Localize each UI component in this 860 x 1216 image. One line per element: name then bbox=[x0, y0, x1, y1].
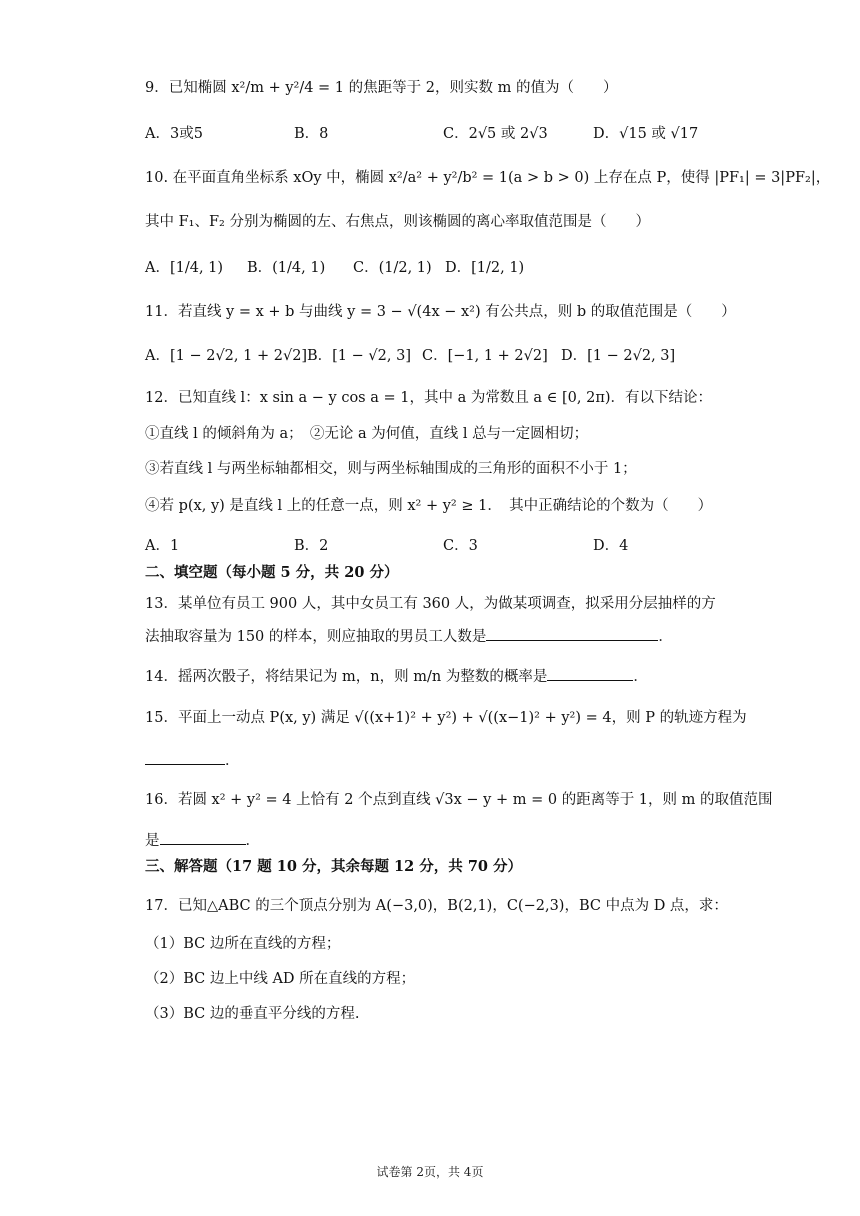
page-footer: 试卷第 2页，共 4页 bbox=[376, 1165, 484, 1179]
q11-option-c: C．[−1, 1 + 2√2] bbox=[422, 348, 548, 364]
q9-option-b: B．8 bbox=[294, 126, 329, 142]
q14-line bbox=[145, 666, 648, 687]
q10-option-a: A．[1/4, 1) bbox=[145, 260, 224, 276]
q14-text: 14．摇两次骰子，将结果记为 m，n，则 m/n 为整数的概率是 bbox=[145, 669, 548, 685]
q10-stem-1: 10. 在平面直角坐标系 xOy 中，椭圆 x²/a² + y²/b² = 1(a > b > 0) 上存在点 P，使得 |PF₁| = 3|PF₂|， bbox=[145, 170, 831, 186]
q12-conclusion-3: ③若直线 l 与两坐标轴都相交，则与两坐标轴围成的三角形的面积不小于 1； bbox=[145, 461, 637, 477]
q10-option-d: D．[1/2, 1) bbox=[445, 260, 525, 276]
q13-line-2 bbox=[145, 626, 673, 647]
q12-conclusion-4: ④若 p(x, y) 是直线 l 上的任意一点，则 x² + y² ≥ 1． 其中正确结论的个数为（ ） bbox=[145, 498, 713, 514]
q17-part-1: （1）BC 边所在直线的方程； bbox=[145, 936, 341, 952]
section-2-heading: 二、填空题（每小题 5 分，共 20 分） bbox=[145, 564, 399, 581]
q15-line-2 bbox=[145, 750, 240, 771]
q13-text: 法抽取容量为 150 的样本，则应抽取的男员工人数是 bbox=[145, 629, 487, 645]
q17-part-2: （2）BC 边上中线 AD 所在直线的方程； bbox=[145, 971, 416, 987]
q12-option-c: C．3 bbox=[443, 538, 478, 554]
q12-conclusion-1-2: ①直线 l 的倾斜角为 a； ②无论 a 为何值，直线 l 总与一定圆相切； bbox=[145, 426, 589, 442]
q11-stem: 11．若直线 y = x + b 与曲线 y = 3 − √(4x − x²) 有公共点，则 b 的取值范围是（ ） bbox=[145, 304, 736, 320]
q16-stem: 16．若圆 x² + y² = 4 上恰有 2 个点到直线 √3x − y + m = 0 的距离等于 1，则 m 的取值范围 bbox=[145, 792, 773, 808]
q12-option-a: A．1 bbox=[145, 538, 180, 554]
q14-end: ． bbox=[633, 669, 648, 685]
q12-option-d: D．4 bbox=[593, 538, 629, 554]
q16-text: 是 bbox=[145, 833, 160, 849]
q16-line-2 bbox=[145, 830, 260, 851]
q9-option-a: A．3或5 bbox=[145, 126, 203, 142]
q17-part-3: （3）BC 边的垂直平分线的方程. bbox=[145, 1006, 360, 1022]
q13-line-1: 13．某单位有员工 900 人，其中女员工有 360 人，为做某项调查，拟采用分层抽样的方 bbox=[145, 596, 716, 612]
q15-answer-blank[interactable] bbox=[145, 750, 225, 765]
q11-option-a: A．[1 − 2√2, 1 + 2√2] bbox=[145, 348, 308, 364]
q11-option-b: B．[1 − √2, 3] bbox=[307, 348, 411, 364]
q14-answer-blank[interactable] bbox=[547, 666, 633, 681]
q15-end: ． bbox=[225, 753, 240, 769]
q15-stem: 15．平面上一动点 P(x, y) 满足 √((x+1)² + y²) + √((x−1)² + y²) = 4，则 P 的轨迹方程为 bbox=[145, 710, 747, 726]
section-3-heading: 三、解答题（17 题 10 分，其余每题 12 分，共 70 分） bbox=[145, 858, 523, 875]
q13-end: ． bbox=[658, 629, 673, 645]
q12-option-b: B．2 bbox=[294, 538, 329, 554]
q11-option-d: D．[1 − 2√2, 3] bbox=[561, 348, 676, 364]
q9-option-d: D．√15 或 √17 bbox=[593, 126, 699, 142]
q10-option-b: B．(1/4, 1) bbox=[247, 260, 326, 276]
q16-end: ． bbox=[245, 833, 260, 849]
q9-option-c: C．2√5 或 2√3 bbox=[443, 126, 548, 142]
q17-stem: 17．已知△ABC 的三个顶点分别为 A(−3,0)，B(2,1)，C(−2,3)，BC 中点为 D 点，求： bbox=[145, 898, 728, 914]
q12-stem: 12．已知直线 l：x sin a − y cos a = 1，其中 a 为常数且 a ∈ [0, 2π)．有以下结论： bbox=[145, 390, 713, 406]
q9-stem: 9．已知椭圆 x²/m + y²/4 = 1 的焦距等于 2，则实数 m 的值为（ ） bbox=[145, 80, 618, 96]
q10-stem-2: 其中 F₁、F₂ 分别为椭圆的左、右焦点，则该椭圆的离心率取值范围是（ ） bbox=[145, 214, 650, 230]
q10-option-c: C．(1/2, 1) bbox=[353, 260, 432, 276]
q16-answer-blank[interactable] bbox=[160, 830, 246, 845]
q13-answer-blank[interactable] bbox=[486, 626, 658, 641]
